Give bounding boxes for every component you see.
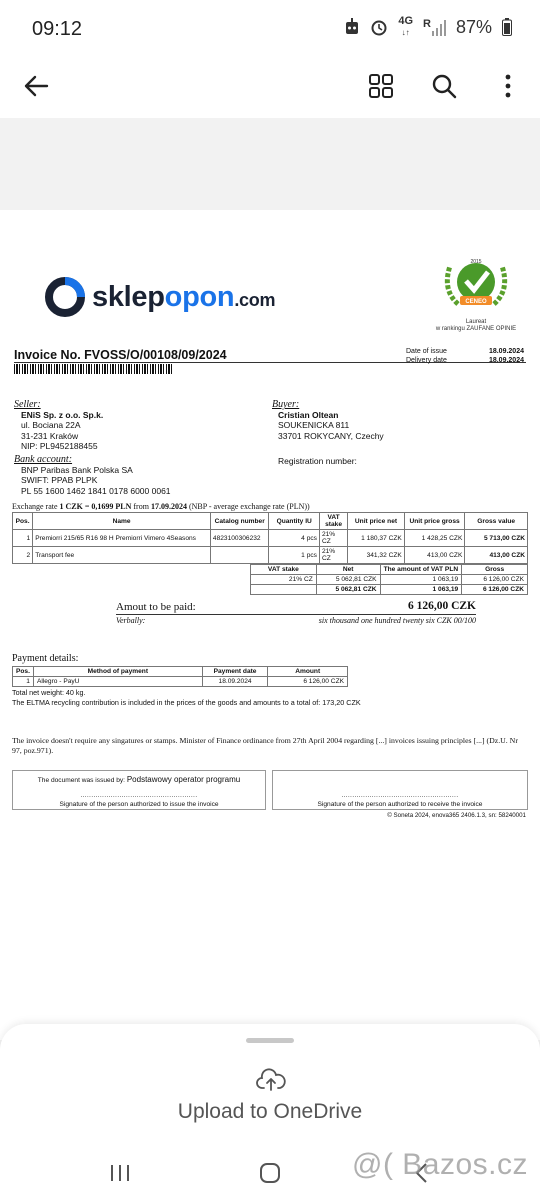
arrow-left-icon (23, 75, 49, 97)
items-header-row: Pos. Name Catalog number Quantity IU VAT stake Unit price net Unit price gross Gross value (13, 513, 528, 530)
seller-nip: NIP: PL9452188455 (21, 440, 98, 451)
issued-by: Podstawowy operator programu (126, 775, 241, 784)
copyright: © Soneta 2024, enova365 2406.1.3, sn: 58240001 (387, 812, 526, 819)
verbally-value: six thousand one hundred twenty six CZK 00/100 (318, 616, 476, 625)
amount-value: 6 126,00 CZK (407, 600, 476, 612)
company-logo (44, 276, 275, 318)
recents-icon (109, 1163, 131, 1183)
battery-percent: 87% (455, 16, 492, 37)
status-bar (0, 0, 540, 60)
table-row: 5 062,81 CZK 1 063,19 6 126,00 CZK (251, 585, 528, 595)
robot-icon (344, 18, 360, 36)
amount-label: Amout to be paid: (116, 601, 196, 613)
status-time: 09:12 (32, 18, 83, 40)
table-row: 1 Allegro - PayU 18.09.2024 6 126,00 CZK (13, 677, 348, 687)
grid-icon (368, 73, 394, 99)
sig-issue-caption: Signature of the person authorized to issue the invoice (59, 801, 219, 808)
table-row: 1 Premiorri 215/65 R16 98 H Premiorri Vimero 4Seasons 4823100306232 4 pcs 21% CZ 1 180,37 CZK 1 428,25 CZK 5 713,00 CZK (13, 530, 528, 547)
seller-label: Seller: (14, 399, 41, 410)
tire-logo-icon (44, 276, 86, 318)
invoice-page[interactable] (0, 210, 540, 1040)
net-weight: Total net weight: 40 kg. (12, 688, 86, 697)
amount-to-pay (116, 601, 476, 615)
logo-text-part1: sklep (92, 280, 165, 313)
vat-header-row: VAT stake Net The amount of VAT PLN Gross (251, 565, 528, 575)
badge-line1: Laureat (465, 319, 487, 325)
badge-line2: w rankingu ZAUFANE OPINIE (435, 326, 517, 332)
ceneo-badge (428, 254, 524, 334)
delivery-date: 18.09.2024 (488, 357, 524, 364)
bank-account: PL 55 1600 1462 1841 0178 6000 0061 (21, 485, 171, 496)
home-icon (259, 1162, 281, 1184)
battery-icon (502, 18, 512, 36)
verbally-label: Verbally: (116, 616, 146, 625)
network-indicator: 4G ↓↑ (398, 15, 414, 37)
signal-icon: R (423, 19, 446, 36)
bank-name: BNP Paribas Bank Polska SA (21, 465, 133, 476)
buyer-name: Cristian Oltean (278, 410, 339, 421)
vat-summary-table (250, 564, 528, 595)
sig-receive-caption: Signature of the person authorized to receive the invoice (317, 801, 483, 808)
buyer-city: 33701 ROKYCANY, Czechy (278, 430, 384, 441)
table-row: 21% CZ 5 062,81 CZK 1 063,19 6 126,00 CZK (251, 575, 528, 585)
grid-view-button[interactable] (359, 64, 403, 108)
app-bar (0, 60, 540, 118)
payment-table (12, 666, 348, 687)
barcode (14, 364, 172, 374)
document-background (0, 118, 540, 210)
buyer-label: Buyer: (272, 399, 300, 410)
issuer-signature-box: The document was issued by: Podstawowy operator programu ...................................................... Signature of the person authorized to issue the invoice (12, 770, 266, 810)
exchange-rate: Exchange rate 1 CZK = 0,1699 PLN from 17.09.2024 (NBP - average exchange rate (PLN)) (12, 502, 310, 511)
back-button[interactable] (14, 64, 58, 108)
recent-apps-button[interactable] (100, 1158, 140, 1188)
payment-details-label: Payment details: (12, 653, 79, 664)
disclaimer: The invoice doesn't require any singatures or stamps. Minister of Finance ordinance from 27th April 2004 regarding [...] invoices issuing principles [...] (Dz.U. Nr 97, poz.971). (12, 736, 518, 755)
cloud-upload-icon[interactable] (256, 1068, 286, 1092)
more-vertical-icon (504, 74, 512, 98)
more-options-button[interactable] (486, 64, 530, 108)
table-row: 2 Transport fee 1 pcs 21% CZ 341,32 CZK 413,00 CZK 413,00 CZK (13, 547, 528, 564)
home-button[interactable] (250, 1158, 290, 1188)
sheet-drag-handle[interactable] (246, 1038, 294, 1043)
date-of-issue: 18.09.2024 (488, 348, 524, 355)
search-button[interactable] (422, 64, 466, 108)
logo-text-part3: .com (234, 289, 276, 310)
bank-label: Bank account: (14, 454, 73, 465)
watermark: @( Bazos.cz (352, 1148, 528, 1181)
seller-section (14, 400, 103, 451)
items-table (12, 512, 528, 564)
badge-year: 2015 (470, 259, 482, 265)
seller-name: ENiS Sp. z o.o. Sp.k. (21, 410, 104, 421)
upload-to-onedrive-button[interactable]: Upload to OneDrive (177, 1100, 363, 1123)
bank-section (14, 455, 171, 496)
receiver-signature-box: ...................................................... Signature of the person authorized to receive the invoice (272, 770, 528, 810)
badge-brand: CENEO (465, 299, 487, 305)
eltma-note: The ELTMA recycling contribution is included in the prices of the goods and amounts to a total of: 173,20 CZK (12, 698, 361, 707)
invoice-dates (406, 347, 524, 365)
status-icons (344, 16, 512, 38)
buyer-section (272, 400, 384, 441)
logo-text-part2: opon (164, 280, 235, 313)
search-icon (431, 73, 457, 99)
payment-header-row: Pos. Method of payment Payment date Amount (13, 667, 348, 677)
seller-street: ul. Bociana 22A (21, 420, 81, 431)
buyer-street: SOUKENICKA 811 (278, 420, 350, 431)
date-of-issue-label: Date of issue (406, 348, 447, 355)
delivery-date-label: Delivery date (406, 357, 447, 364)
seller-city: 31-231 Kraków (21, 430, 79, 441)
bank-swift: SWIFT: PPAB PLPK (21, 475, 98, 486)
invoice-title: Invoice No. FVOSS/O/00108/09/2024 (14, 348, 227, 362)
registration-number-label: Registration number: (278, 456, 357, 466)
amount-verbally (116, 616, 476, 625)
alarm-icon (370, 18, 388, 36)
laurel-award-icon (428, 254, 524, 314)
invoice-notes (12, 688, 361, 708)
